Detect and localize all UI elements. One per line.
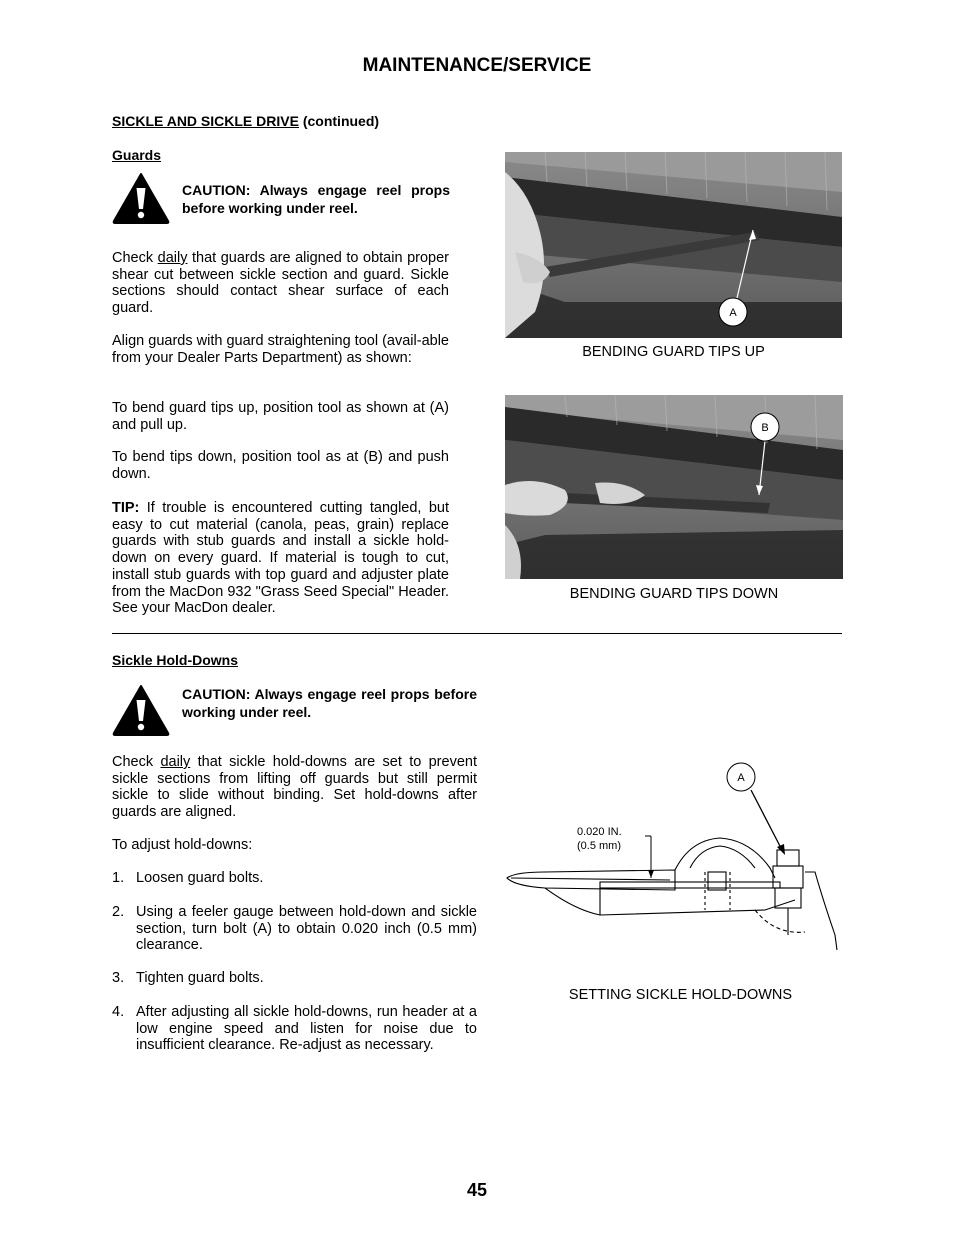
holddowns-paragraph-2: To adjust hold-downs: [112,837,253,853]
list-item: 3. Tighten guard bolts. [112,970,264,986]
caption-bending-guard-tips-down: BENDING GUARD TIPS DOWN [569,586,779,602]
clearance-inches-label: 0.020 IN. [577,826,622,838]
tip-label: TIP: [112,500,140,516]
holddowns-paragraph-1: Check daily that sickle hold-downs are set to prevent sickle sections from lifting off guards but still permit sickle to slide without binding. Set hold-downs after guards are aligned. [112,754,477,821]
list-item: 2. Using a feeler gauge between hold-down and sickle section, turn bolt (A) to obtain 0.020 inch (0.5 mm) clearance. [112,904,477,954]
section-heading [112,113,379,129]
clearance-mm-label: (0.5 mm) [577,840,621,852]
callout-a-figure-1: A [729,307,737,319]
page-title: MAINTENANCE/SERVICE [362,55,592,76]
guards-caution-text: CAUTION: Always engage reel props before working under reel. [182,182,450,216]
guards-heading: Guards [112,147,162,163]
caption-setting-sickle-hold-downs: SETTING SICKLE HOLD-DOWNS [568,987,793,1003]
photo-bending-guard-tips-up [505,152,842,338]
caption-bending-guard-tips-up: BENDING GUARD TIPS UP [582,344,765,360]
caution-warning-icon [112,172,170,224]
section-title: SICKLE AND SICKLE DRIVE [112,113,299,129]
caution-warning-icon [112,684,170,736]
guards-paragraph-4: To bend tips down, position tool as at (B) and push down. [112,449,449,482]
guards-paragraph-2: Align guards with guard straightening tool (avail-able from your Dealer Parts Department) as shown: [112,333,449,366]
list-item: 4. After adjusting all sickle hold-downs, run header at a low engine speed and listen for noise due to insufficient clearance. Re-adjust as necessary. [112,1004,477,1054]
photo-bending-guard-tips-down [505,395,843,579]
daily-underlined: daily [160,754,191,770]
diagram-setting-sickle-hold-downs [505,760,842,955]
list-item: 1. Loosen guard bolts. [112,870,264,886]
holddowns-caution-text: CAUTION: Always engage reel props before working under reel. [182,686,477,720]
page-number: 45 [466,1180,488,1200]
guards-paragraph-1: Check daily that guards are aligned to obtain proper shear cut between sickle section and guard. Sickle sections should contact shear surface of each guard. [112,250,449,317]
callout-a-figure-3: A [737,772,745,784]
guards-tip: TIP: If trouble is encountered cutting tangled, but easy to cut material (canola, peas, grain) replace guards with stub guards and install a sickle hold-down on every guard. If material is tough to cut, install stub guards with top guard and adjuster plate from the MacDon 932 "Grass Seed Special" Header. See your MacDon dealer. [112,500,449,617]
holddowns-heading: Sickle Hold-Downs [112,652,239,668]
callout-b-figure-2: B [761,422,769,434]
guards-paragraph-3: To bend guard tips up, position tool as shown at (A) and pull up. [112,400,449,433]
section-title-suffix: (continued) [298,113,380,129]
daily-underlined: daily [157,250,188,266]
section-divider [112,633,842,634]
